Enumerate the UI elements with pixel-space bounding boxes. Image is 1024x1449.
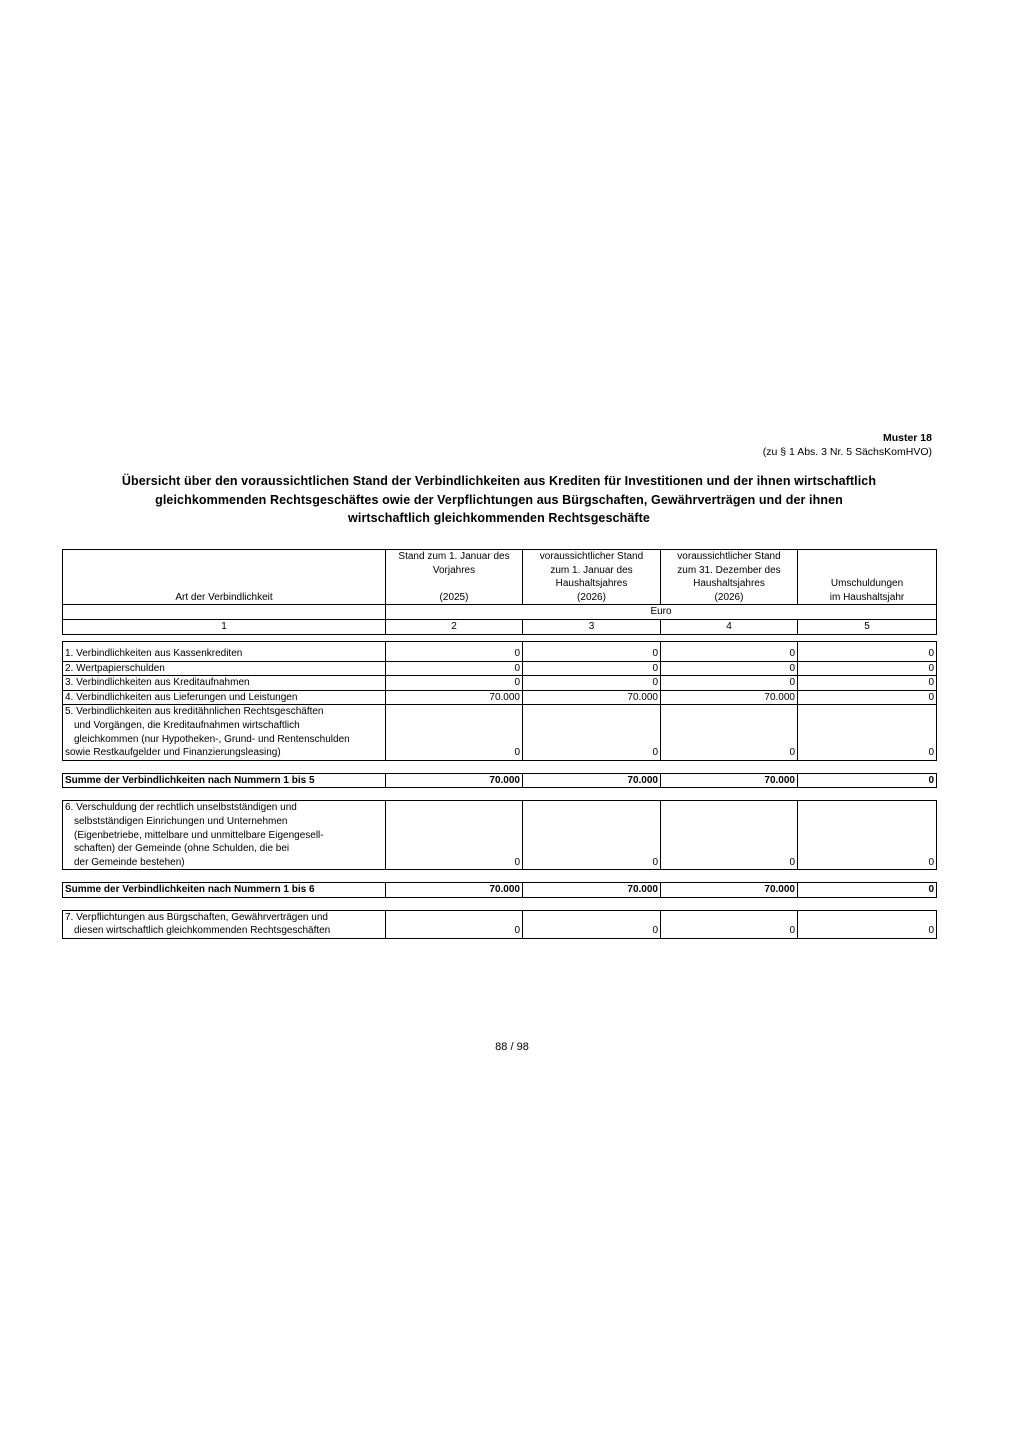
row-value-c2: 0 — [386, 641, 523, 661]
header-col3-year: (2026) — [577, 591, 606, 603]
table-row-multiline — [63, 705, 937, 760]
col-number-4: 4 — [661, 619, 798, 634]
table-row-multiline — [63, 801, 937, 870]
row5-line1: 5. Verbindlichkeiten aus kreditähnlichen Rechtsgeschäften — [65, 706, 324, 718]
row-value-c5: 0 — [798, 910, 937, 938]
title-line-2: gleichkommenden Rechtsgeschäftes owie der Verpflichtungen aus Bürgschaften, Gewährverträgen und der ihnen — [155, 492, 843, 507]
row6-line1: 6. Verschuldung der rechtlich unselbstständigen und — [65, 802, 297, 814]
document-title — [62, 472, 936, 528]
table-row — [63, 661, 937, 676]
legal-reference: (zu § 1 Abs. 3 Nr. 5 SächsKomHVO) — [762, 446, 932, 458]
header-col5 — [798, 550, 937, 605]
row-value-c3: 0 — [523, 661, 661, 676]
page-number: 88 / 98 — [495, 1041, 529, 1053]
header-art: Art der Verbindlichkeit — [63, 550, 386, 605]
row6-line5: der Gemeinde bestehen) — [74, 856, 185, 868]
row-label — [63, 801, 386, 870]
row-value-c4: 0 — [661, 661, 798, 676]
row-value-c3: 0 — [523, 641, 661, 661]
col-number-2: 2 — [386, 619, 523, 634]
row-value-c3: 0 — [523, 676, 661, 691]
row5-line4: sowie Restkaufgelder und Finanzierungsleasing) — [65, 747, 281, 759]
title-line-1: Übersicht über den voraussichtlichen Stand der Verbindlichkeiten aus Krediten für Investitionen und der ihnen wirtschaftlich — [121, 474, 877, 488]
form-reference — [763, 431, 932, 459]
row6-line2: selbstständigen Einrichungen und Unternehmen — [74, 815, 288, 827]
liabilities-table — [62, 549, 937, 939]
row-value-c4: 0 — [661, 641, 798, 661]
table-row — [63, 690, 937, 705]
header-col4-line2: zum 31. Dezember des — [677, 564, 781, 576]
row7-line1: 7. Verpflichtungen aus Bürgschaften, Gewährverträgen und — [65, 911, 328, 923]
row7-line2: diesen wirtschaftlich gleichkommenden Rechtsgeschäften — [74, 925, 331, 937]
sum-value-c2: 70.000 — [386, 773, 523, 788]
col-number-1: 1 — [63, 619, 386, 634]
header-col2 — [386, 550, 523, 605]
table-row — [63, 676, 937, 691]
sum-value-c3: 70.000 — [523, 773, 661, 788]
table-header-row — [63, 550, 937, 605]
sum-value-c4: 70.000 — [661, 773, 798, 788]
sum-value-c3: 70.000 — [523, 883, 661, 898]
sum-value-c5: 0 — [798, 883, 937, 898]
row6-line3: (Eigenbetriebe, mittelbare und unmittelbare Eigengesell- — [74, 829, 324, 841]
sum-row-1-6 — [63, 883, 937, 898]
col-number-5: 5 — [798, 619, 937, 634]
row-value-c2: 0 — [386, 705, 523, 760]
unit-label: Euro — [386, 605, 937, 620]
row-value-c3: 0 — [523, 801, 661, 870]
header-col2-line2: Vorjahres — [432, 564, 476, 576]
sum-value-c5: 0 — [798, 773, 937, 788]
row5-line3: gleichkommen (nur Hypotheken-, Grund- und Rentenschulden — [74, 733, 350, 745]
header-col5-line1: Umschuldungen — [830, 578, 904, 590]
header-col4-line3: Haushaltsjahres — [693, 578, 765, 590]
header-col2-year: (2025) — [439, 591, 469, 603]
row-label — [63, 910, 386, 938]
sum-label: Summe der Verbindlichkeiten nach Nummern 1 bis 5 — [63, 773, 386, 788]
row-value-c2: 0 — [386, 910, 523, 938]
row-value-c2: 0 — [386, 801, 523, 870]
header-col3-line2: zum 1. Januar des — [550, 564, 633, 576]
header-col2-line1: Stand zum 1. Januar des — [398, 551, 510, 562]
header-col4-line1: voraussichtlicher Stand — [677, 551, 781, 562]
row-value-c4: 0 — [661, 676, 798, 691]
table-row-multiline — [63, 910, 937, 938]
row-label: 3. Verbindlichkeiten aus Kreditaufnahmen — [63, 676, 386, 691]
row-value-c4: 0 — [661, 705, 798, 760]
unit-row — [63, 605, 937, 620]
title-line-3: wirtschaftlich gleichkommenden Rechtsgeschäfte — [348, 511, 650, 525]
row-value-c3: 0 — [523, 910, 661, 938]
form-number: Muster 18 — [882, 432, 932, 444]
row-value-c4: 0 — [661, 801, 798, 870]
row-label: 1. Verbindlichkeiten aus Kassenkrediten — [63, 641, 386, 661]
row-value-c5: 0 — [798, 676, 937, 691]
row-label: 2. Wertpapierschulden — [63, 661, 386, 676]
header-col3 — [523, 550, 661, 605]
row-value-c4: 70.000 — [661, 690, 798, 705]
row-value-c5: 0 — [798, 801, 937, 870]
header-col3-line3: Haushaltsjahres — [555, 578, 628, 590]
row-value-c3: 70.000 — [523, 690, 661, 705]
sum-row-1-5 — [63, 773, 937, 788]
sum-value-c4: 70.000 — [661, 883, 798, 898]
row-label: 4. Verbindlichkeiten aus Lieferungen und Leistungen — [63, 690, 386, 705]
header-col4 — [661, 550, 798, 605]
row-label — [63, 705, 386, 760]
row-value-c5: 0 — [798, 641, 937, 661]
header-col3-line1: voraussichtlicher Stand — [539, 551, 644, 562]
row-value-c4: 0 — [661, 910, 798, 938]
sum-label: Summe der Verbindlichkeiten nach Nummern 1 bis 6 — [63, 883, 386, 898]
row-value-c5: 0 — [798, 661, 937, 676]
row6-line4: schaften) der Gemeinde (ohne Schulden, die bei — [74, 843, 290, 855]
col-number-3: 3 — [523, 619, 661, 634]
row-value-c2: 70.000 — [386, 690, 523, 705]
row-value-c5: 0 — [798, 705, 937, 760]
row-value-c2: 0 — [386, 661, 523, 676]
row-value-c2: 0 — [386, 676, 523, 691]
row5-line2: und Vorgängen, die Kreditaufnahmen wirtschaftlich — [74, 719, 300, 731]
header-col5-line2: im Haushaltsjahr — [829, 591, 905, 603]
row-value-c5: 0 — [798, 690, 937, 705]
column-number-row — [63, 619, 937, 634]
table-row — [63, 641, 937, 661]
row-value-c3: 0 — [523, 705, 661, 760]
sum-value-c2: 70.000 — [386, 883, 523, 898]
header-col4-year: (2026) — [714, 591, 744, 603]
